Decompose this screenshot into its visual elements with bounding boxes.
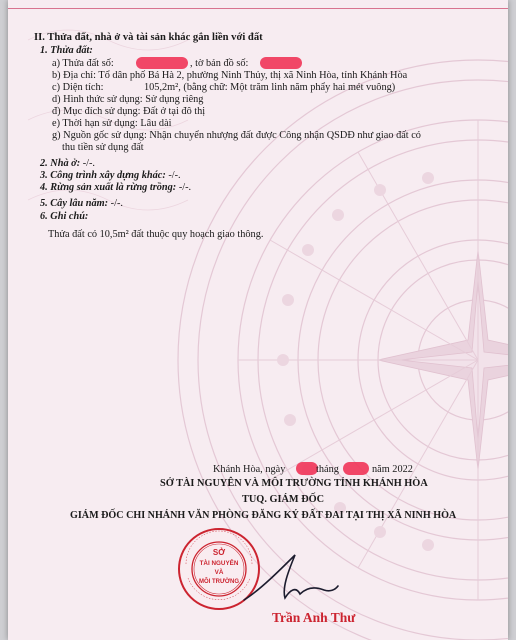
map-sheet-label: , tờ bản đồ số: [190,58,249,69]
parcel-number-label: a) Thửa đất số: [52,58,114,69]
date-prefix: Khánh Hòa, ngày [213,464,286,475]
land-heading: 1. Thửa đất: [40,45,93,56]
origin-line: g) Nguồn gốc sử dụng: Nhận chuyển nhượng đất được Công nhận QSDĐ như giao đất có [52,130,421,141]
construction-value: -/-. [168,170,181,181]
year-text: năm 2022 [372,464,413,475]
section-title: II. Thửa đất, nhà ở và tài sản khác gắn liền với đất [34,32,263,43]
origin-line-continued: thu tiền sử dụng đất [62,142,144,153]
area-label: c) Diện tích: [52,82,104,93]
house-label: 2. Nhà ở: [40,158,81,169]
redaction-mark [296,462,318,475]
forest-label: 4. Rừng sản xuất là rừng trồng: [40,182,177,193]
perennial-value: -/-. [110,198,123,209]
on-behalf-line: TUQ. GIÁM ĐỐC [242,494,325,505]
redaction-mark [136,57,188,69]
stamp-line-1: SỞ [212,548,226,557]
redaction-mark [343,462,369,475]
signer-name: Trần Anh Thư [272,610,356,625]
stamp-line-3: VÀ [214,569,224,576]
usage-form-line: d) Hình thức sử dụng: Sử dụng riêng [52,94,204,105]
note-label: 6. Ghi chú: [40,211,89,222]
stamp-line-2: TÀI NGUYÊN [199,560,239,567]
certificate-page [8,0,508,640]
note-text: Thửa đất có 10,5m² đất thuộc quy hoạch giao thông. [48,229,264,240]
handwritten-signature [240,550,340,610]
forest-value: -/-. [178,182,192,193]
house-value: -/-. [82,158,96,169]
perennial-label: 5. Cây lâu năm: [40,198,109,209]
address-line: b) Địa chỉ: Tổ dân phố Bá Hà 2, phường Ninh Thủy, thị xã Ninh Hòa, tỉnh Khánh Hòa [52,70,408,81]
term-line: e) Thời hạn sử dụng: Lâu dài [52,118,172,129]
redaction-mark [260,57,302,69]
department-name: SỞ TÀI NGUYÊN VÀ MÔI TRƯỜNG TỈNH KHÁNH HÒA [160,478,428,489]
purpose-line: đ) Mục đích sử dụng: Đất ở tại đô thị [52,106,206,117]
month-label: tháng [316,464,339,475]
director-title: GIÁM ĐỐC CHI NHÁNH VĂN PHÒNG ĐĂNG KÝ ĐẤT ĐAI TẠI THỊ XÃ NINH HÒA [70,510,457,521]
construction-label: 3. Công trình xây dựng khác: [40,170,166,181]
stamp-line-4: MÔI TRƯỜNG [198,579,240,585]
area-value: 105,2m², (bằng chữ: Một trăm linh năm phẩy hai mét vuông) [144,82,396,93]
